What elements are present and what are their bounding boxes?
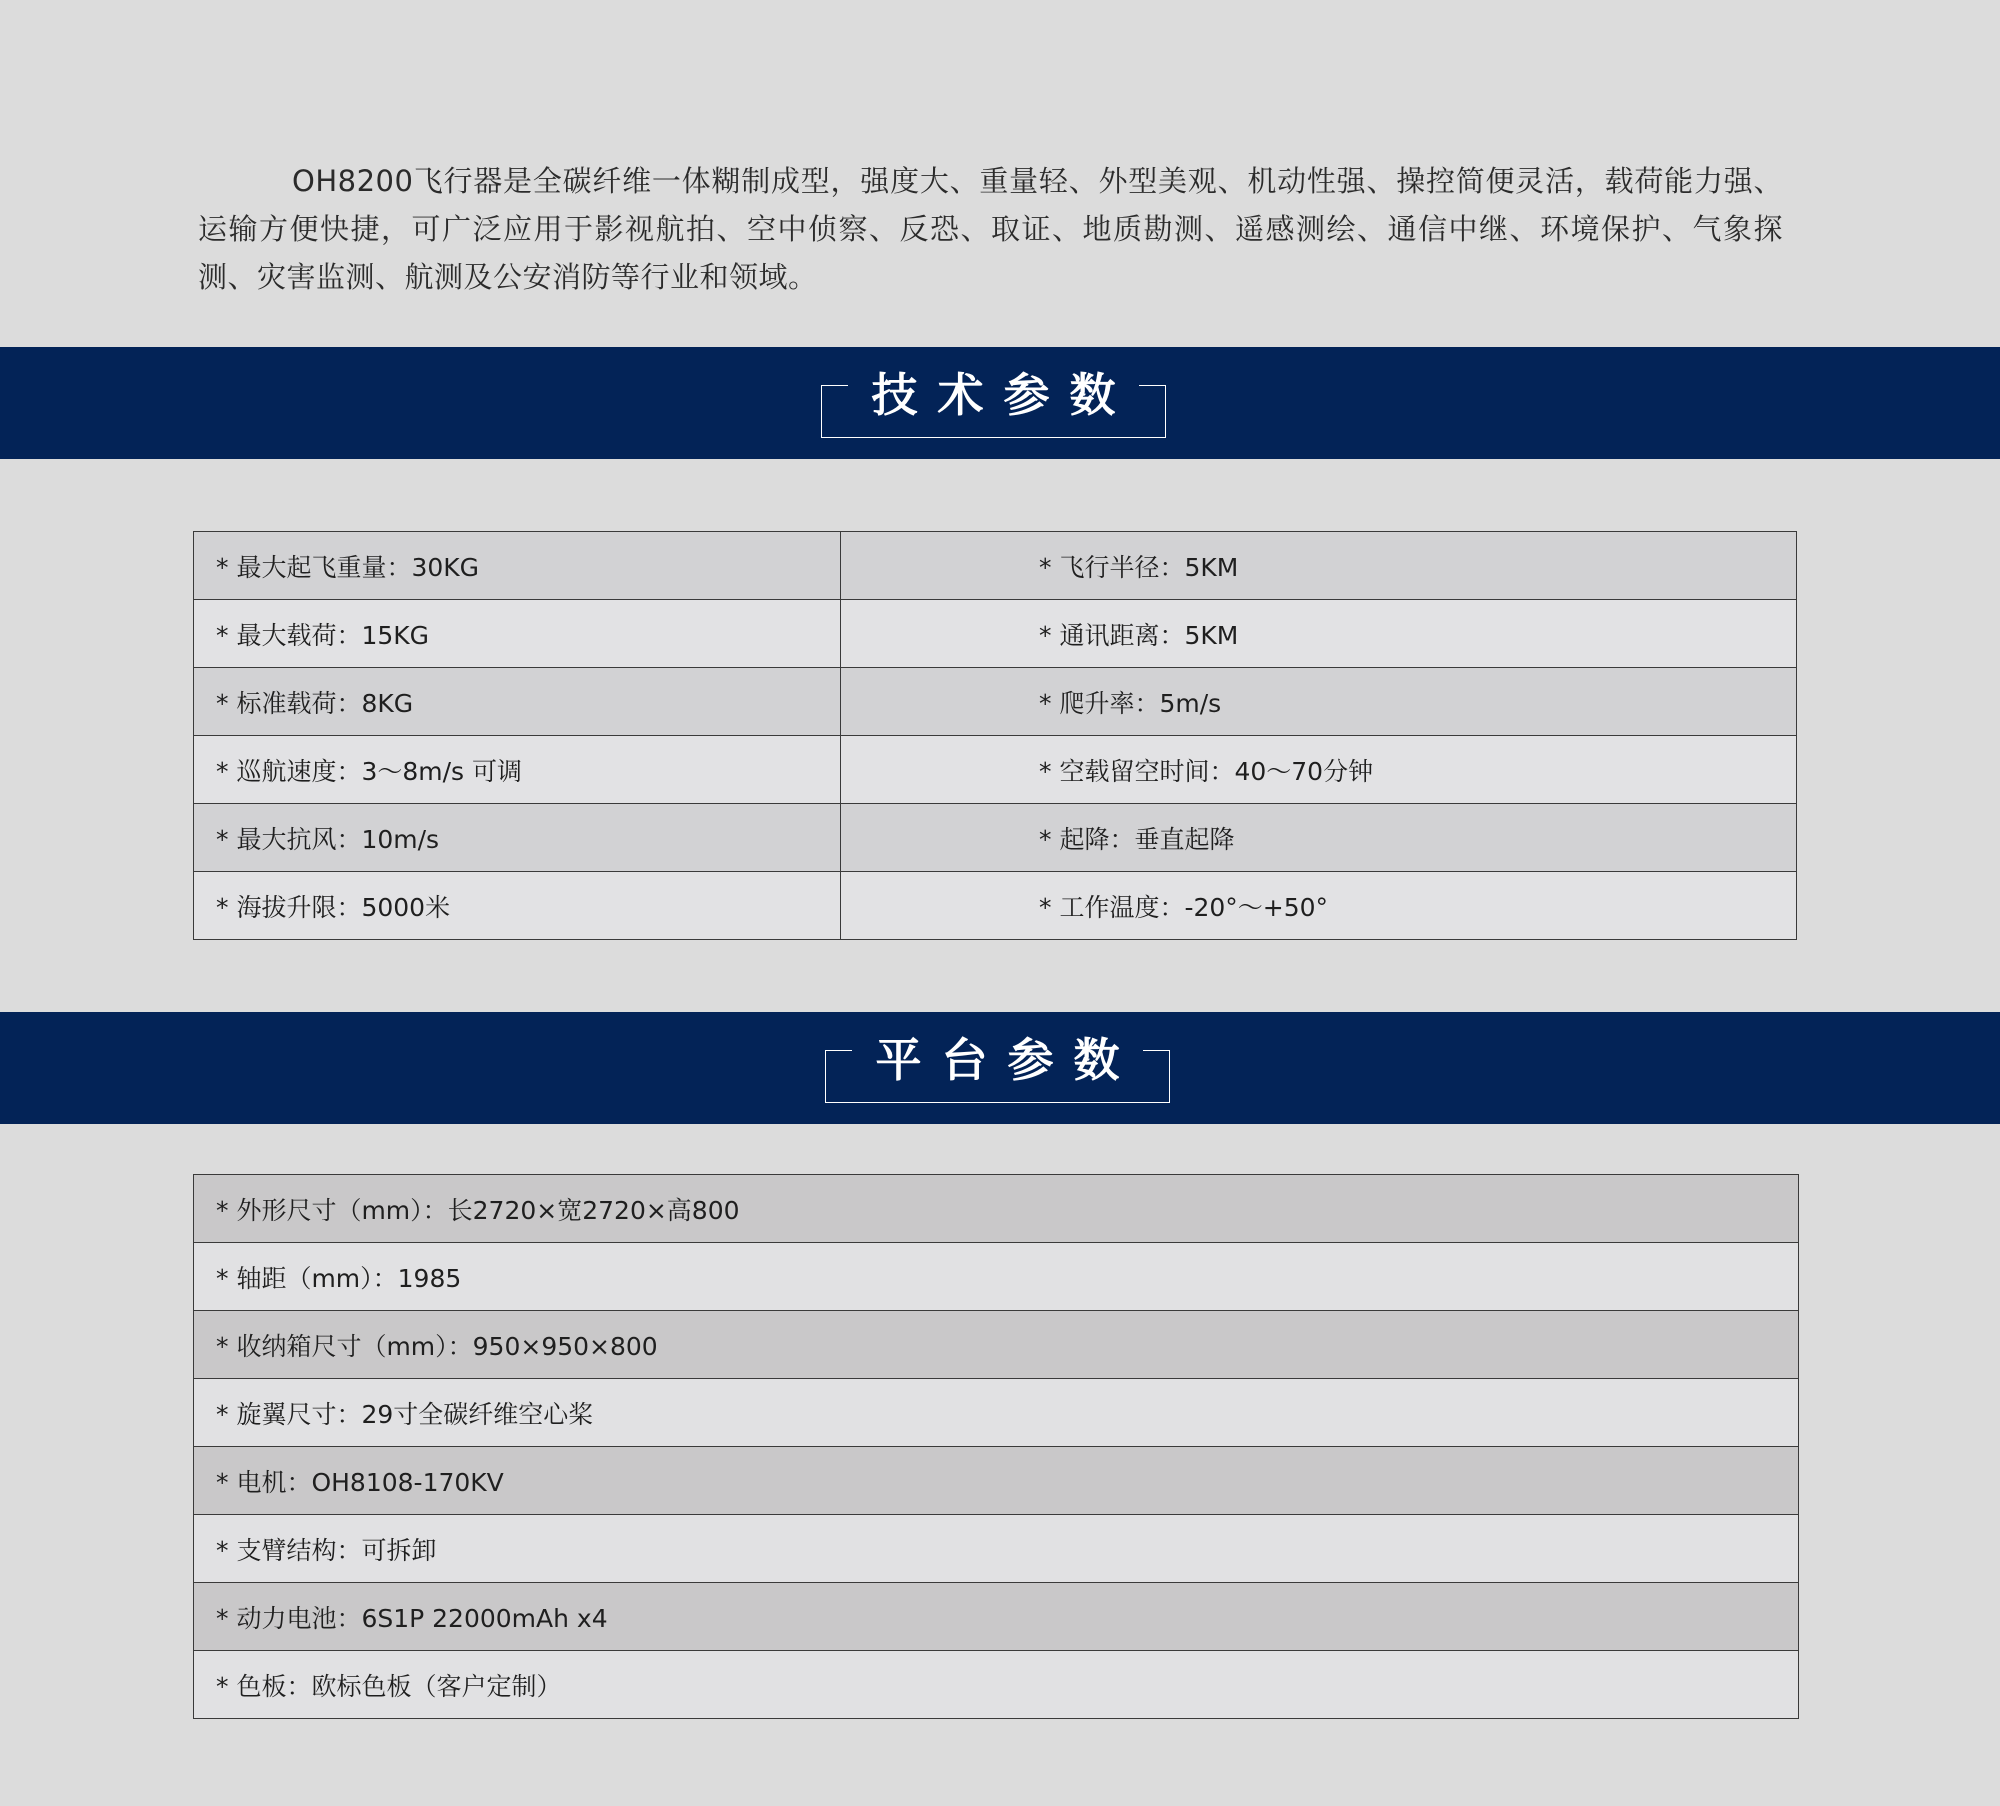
tech-param-right: * 工作温度：-20°～+50° <box>841 872 1797 940</box>
platform-section-title: 平台参数 <box>875 1033 1140 1087</box>
table-row <box>194 736 1797 804</box>
platform-param: * 轴距（mm）：1985 <box>194 1243 1799 1311</box>
table-row <box>194 1651 1799 1719</box>
tech-param-right: * 空载留空时间：40～70分钟 <box>841 736 1797 804</box>
tech-title-frame <box>821 368 1166 438</box>
tech-params-table <box>193 531 1797 940</box>
platform-param: * 电机：OH8108-170KV <box>194 1447 1799 1515</box>
platform-title-frame <box>825 1033 1170 1103</box>
tech-param-left: * 最大载荷：15KG <box>194 600 841 668</box>
platform-param: * 支臂结构：可拆卸 <box>194 1515 1799 1583</box>
intro-paragraph: OH8200飞行器是全碳纤维一体糊制成型，强度大、重量轻、外型美观、机动性强、操控简便灵活，载荷能力强、运输方便快捷，可广泛应用于影视航拍、空中侦察、反恐、取证、地质勘测、遥感测绘、通信中继、环境保护、气象探测、灾害监测、航测及公安消防等行业和领域。 <box>198 164 1783 294</box>
table-row <box>194 1583 1799 1651</box>
table-row <box>194 1515 1799 1583</box>
tech-param-left: * 最大抗风：10m/s <box>194 804 841 872</box>
platform-params-table <box>193 1174 1799 1719</box>
tech-param-right: * 通讯距离：5KM <box>841 600 1797 668</box>
table-row <box>194 1175 1799 1243</box>
tech-section-title: 技术参数 <box>871 368 1136 422</box>
tech-param-left: * 最大起飞重量：30KG <box>194 532 841 600</box>
table-row <box>194 1243 1799 1311</box>
tech-param-right: * 飞行半径：5KM <box>841 532 1797 600</box>
platform-param: * 收纳箱尺寸（mm）：950×950×800 <box>194 1311 1799 1379</box>
platform-param: * 外形尺寸（mm）：长2720×宽2720×高800 <box>194 1175 1799 1243</box>
tech-param-left: * 海拔升限：5000米 <box>194 872 841 940</box>
tech-param-right: * 爬升率：5m/s <box>841 668 1797 736</box>
platform-param: * 旋翼尺寸：29寸全碳纤维空心桨 <box>194 1379 1799 1447</box>
tech-section-header <box>0 347 2000 459</box>
tech-param-right: * 起降：垂直起降 <box>841 804 1797 872</box>
platform-param: * 色板：欧标色板（客户定制） <box>194 1651 1799 1719</box>
platform-section-header <box>0 1012 2000 1124</box>
platform-param: * 动力电池：6S1P 22000mAh x4 <box>194 1583 1799 1651</box>
table-row <box>194 532 1797 600</box>
table-row <box>194 1379 1799 1447</box>
tech-param-left: * 巡航速度：3～8m/s 可调 <box>194 736 841 804</box>
table-row <box>194 668 1797 736</box>
table-row <box>194 1447 1799 1515</box>
table-row <box>194 872 1797 940</box>
table-row <box>194 1311 1799 1379</box>
tech-param-left: * 标准载荷：8KG <box>194 668 841 736</box>
table-row <box>194 600 1797 668</box>
table-row <box>194 804 1797 872</box>
